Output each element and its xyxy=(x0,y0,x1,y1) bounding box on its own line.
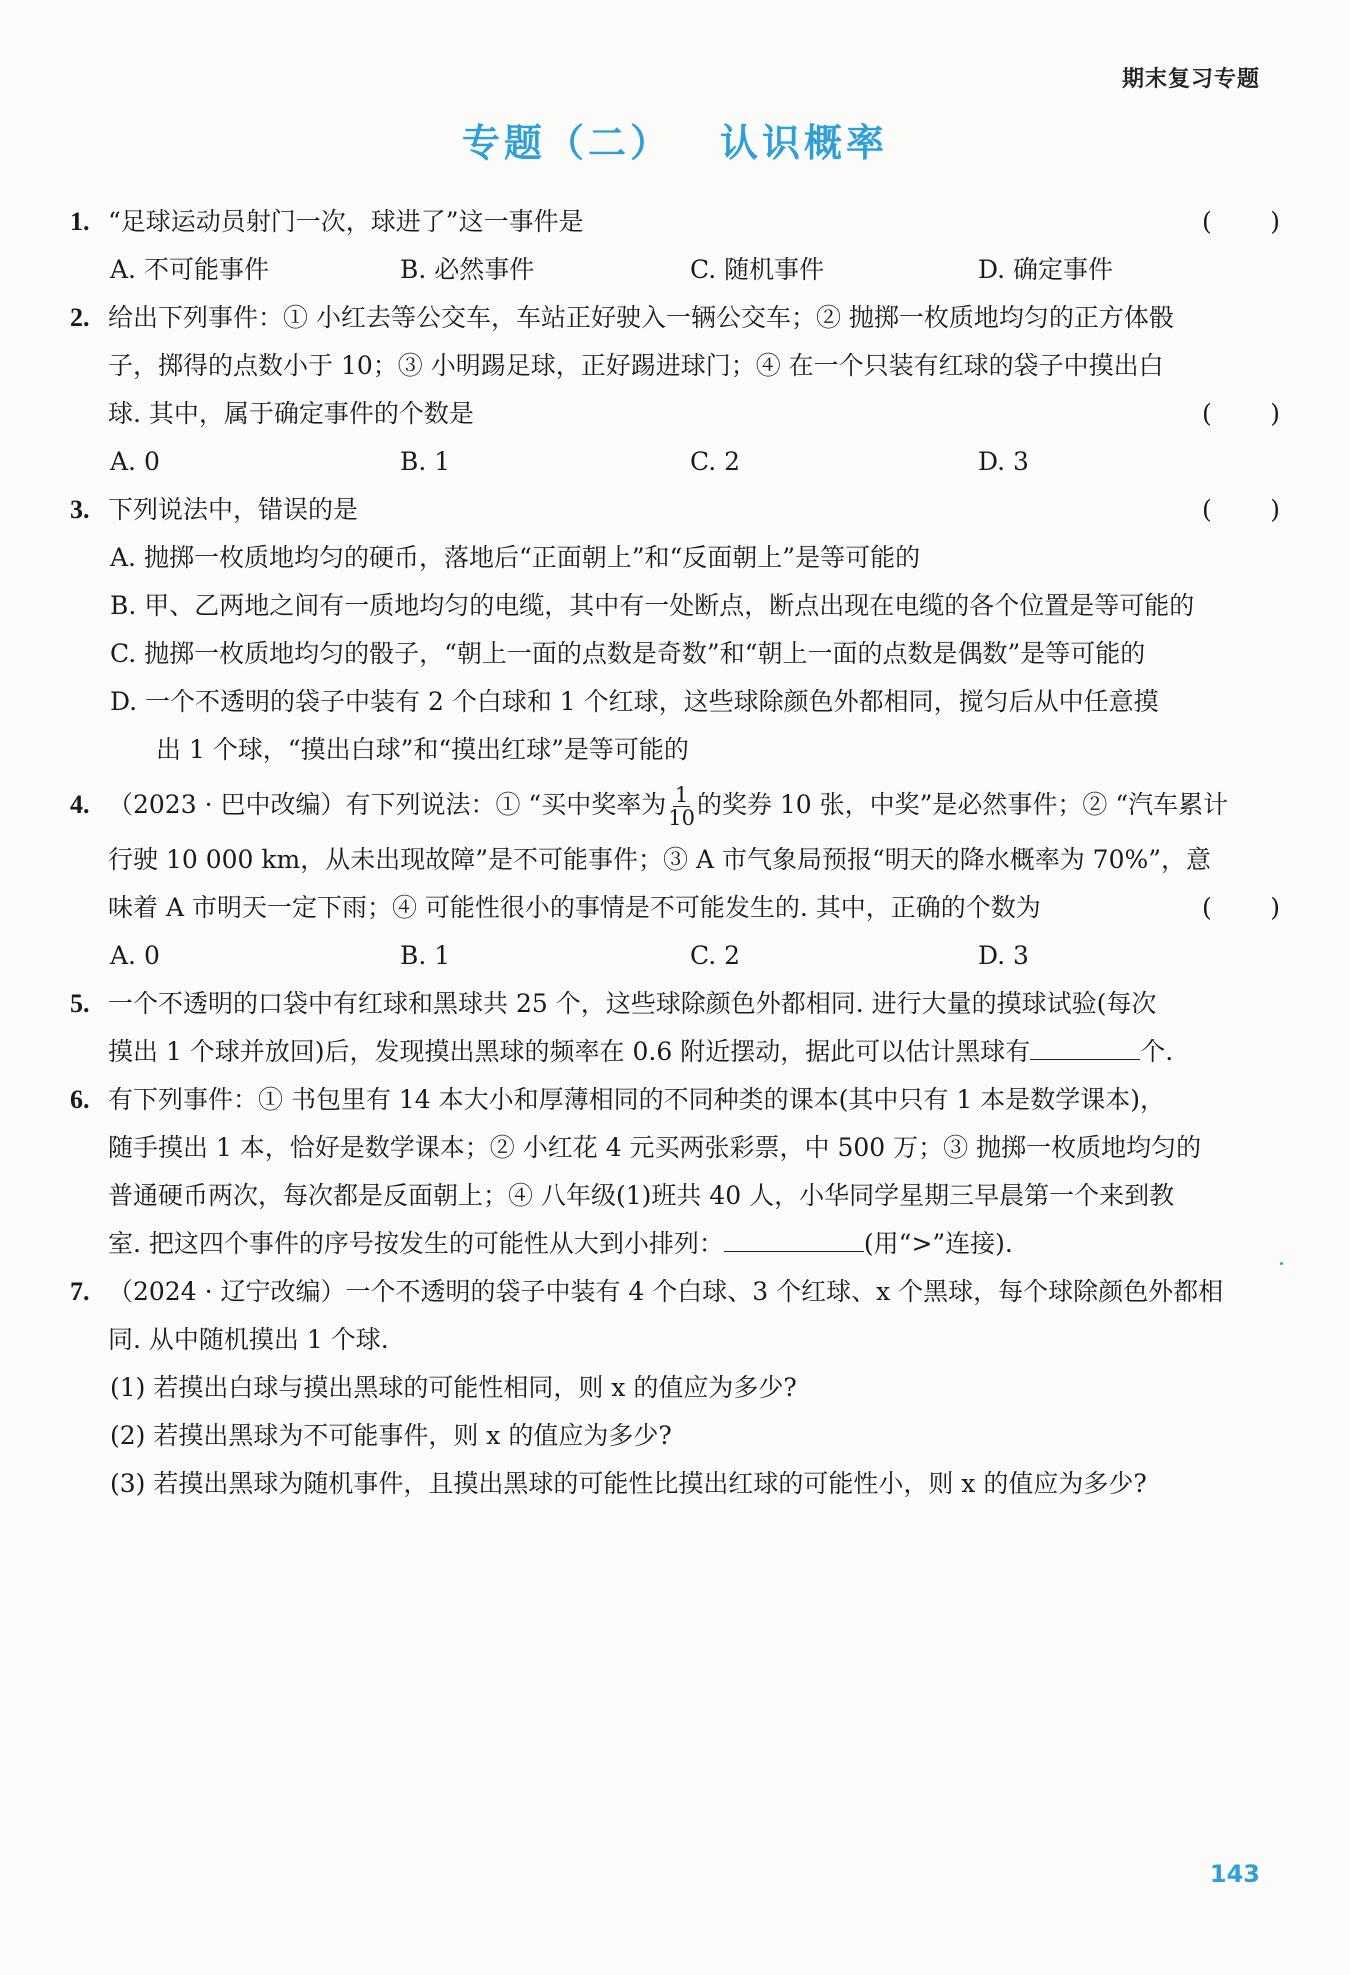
answer-parentheses: ( ) xyxy=(1202,207,1280,236)
question-2-options xyxy=(70,438,1280,486)
question-text-part: 的奖券 10 张，中奖”是必然事件；② “汽车累计 xyxy=(696,790,1229,819)
option-d: D. 3 xyxy=(978,941,1029,970)
question-text-line: 一个不透明的口袋中有红球和黑球共 25 个，这些球除颜色外都相同. 进行大量的摸球试验(每次 xyxy=(108,989,1157,1018)
option-b: B. 甲、乙两地之间有一质地均匀的电缆，其中有一处断点，断点出现在电缆的各个位置是等可能的 xyxy=(110,591,1195,620)
question-text-part: 个. xyxy=(1140,1037,1174,1066)
question-text-part: 摸出 1 个球并放回)后，发现摸出黑球的频率在 0.6 附近摆动，据此可以估计黑球有 xyxy=(108,1037,1031,1066)
option-a: A. 0 xyxy=(110,941,160,970)
question-text-part: (用“>”连接). xyxy=(863,1229,1013,1258)
question-text-line: 普通硬币两次，每次都是反面朝上；④ 八年级(1)班共 40 人，小华同学星期三早晨第一个来到教 xyxy=(108,1181,1175,1210)
option-d-continuation: 出 1 个球，“摸出白球”和“摸出红球”是等可能的 xyxy=(156,735,689,764)
option-b: B. 1 xyxy=(400,941,451,970)
question-text-line: 子，掷得的点数小于 10；③ 小明踢足球，正好踢进球门；④ 在一个只装有红球的袋子中摸出白 xyxy=(108,351,1164,380)
question-text: “足球运动员射门一次，球进了”这一事件是 xyxy=(108,207,584,236)
question-4 xyxy=(70,774,1280,836)
option-b: B. 1 xyxy=(400,447,451,476)
question-2 xyxy=(70,294,1280,342)
sub-question-2: (2) 若摸出黑球为不可能事件，则 x 的值应为多少? xyxy=(110,1421,672,1450)
question-number: 1. xyxy=(70,207,90,236)
option-c: C. 抛掷一枚质地均匀的骰子，“朝上一面的点数是奇数”和“朝上一面的点数是偶数”是等可能的 xyxy=(110,639,1146,668)
page-number: 143 xyxy=(1209,1860,1260,1888)
option-d: D. 确定事件 xyxy=(978,255,1114,284)
option-d: D. 一个不透明的袋子中装有 2 个白球和 1 个红球，这些球除颜色外都相同，搅匀后从中任意摸 xyxy=(110,687,1159,716)
question-5 xyxy=(70,980,1280,1028)
option-d: D. 3 xyxy=(978,447,1029,476)
question-text-part: （2023 · 巴中改编）有下列说法：① “买中奖率为 xyxy=(108,790,667,819)
question-text-part: 室. 把这四个事件的序号按发生的可能性从大到小排列： xyxy=(108,1229,724,1258)
title-topic-number: 专题（二） xyxy=(461,121,672,165)
margin-mark xyxy=(1280,1262,1283,1265)
option-c: C. 2 xyxy=(690,941,741,970)
page-title xyxy=(0,112,1350,167)
answer-parentheses: ( ) xyxy=(1202,893,1280,922)
answer-parentheses: ( ) xyxy=(1202,495,1280,524)
question-list xyxy=(70,198,1280,1508)
fill-in-blank[interactable] xyxy=(724,1229,864,1252)
question-text: 下列说法中，错误的是 xyxy=(108,495,359,524)
fill-in-blank[interactable] xyxy=(1030,1037,1140,1060)
sub-question-3: (3) 若摸出黑球为随机事件，且摸出黑球的可能性比摸出红球的可能性小，则 x 的值应为多少? xyxy=(110,1469,1147,1498)
question-number: 7. xyxy=(70,1277,90,1306)
sub-question-1: (1) 若摸出白球与摸出黑球的可能性相同，则 x 的值应为多少? xyxy=(110,1373,797,1402)
option-c: C. 随机事件 xyxy=(690,255,825,284)
option-b: B. 必然事件 xyxy=(400,255,535,284)
fraction-one-tenth: $\frac{1}{10}$ xyxy=(668,783,695,830)
question-text-line: 有下列事件：① 书包里有 14 本大小和厚薄相同的不同种类的课本(其中只有 1 本是数学课本)， xyxy=(108,1085,1165,1114)
question-6 xyxy=(70,1076,1280,1124)
option-c: C. 2 xyxy=(690,447,741,476)
question-1-options xyxy=(70,246,1280,294)
question-number: 3. xyxy=(70,495,90,524)
question-text-line: 味着 A 市明天一定下雨；④ 可能性很小的事情是不可能发生的. 其中，正确的个数为 xyxy=(108,893,1041,922)
section-tag: 期末复习专题 xyxy=(1121,67,1260,92)
question-text-line: （2024 · 辽宁改编）一个不透明的袋子中装有 4 个白球、3 个红球、x 个黑球，每个球除颜色外都相 xyxy=(108,1277,1224,1306)
question-number: 4. xyxy=(70,790,90,819)
option-a: A. 不可能事件 xyxy=(110,255,269,284)
question-text-line: 随手摸出 1 本，恰好是数学课本；② 小红花 4 元买两张彩票，中 500 万；③ 抛掷一枚质地均匀的 xyxy=(108,1133,1202,1162)
question-text-line: 行驶 10 000 km，从未出现故障”是不可能事件；③ A 市气象局预报“明天的降水概率为 70%”，意 xyxy=(108,845,1212,874)
title-topic-name: 认识概率 xyxy=(720,121,889,165)
answer-parentheses: ( ) xyxy=(1202,399,1280,428)
question-number: 2. xyxy=(70,303,90,332)
question-text-line: 给出下列事件：① 小红去等公交车，车站正好驶入一辆公交车；② 抛掷一枚质地均匀的正方体骰 xyxy=(108,303,1174,332)
question-4-options xyxy=(70,932,1280,980)
question-text-line: 同. 从中随机摸出 1 个球. xyxy=(108,1325,389,1354)
question-number: 5. xyxy=(70,989,90,1018)
question-1 xyxy=(70,198,1280,246)
question-text-line: 球. 其中，属于确定事件的个数是 xyxy=(108,399,474,428)
question-3 xyxy=(70,486,1280,534)
option-a: A. 抛掷一枚质地均匀的硬币，落地后“正面朝上”和“反面朝上”是等可能的 xyxy=(110,543,921,572)
question-number: 6. xyxy=(70,1085,90,1114)
question-7 xyxy=(70,1268,1280,1316)
option-a: A. 0 xyxy=(110,447,160,476)
